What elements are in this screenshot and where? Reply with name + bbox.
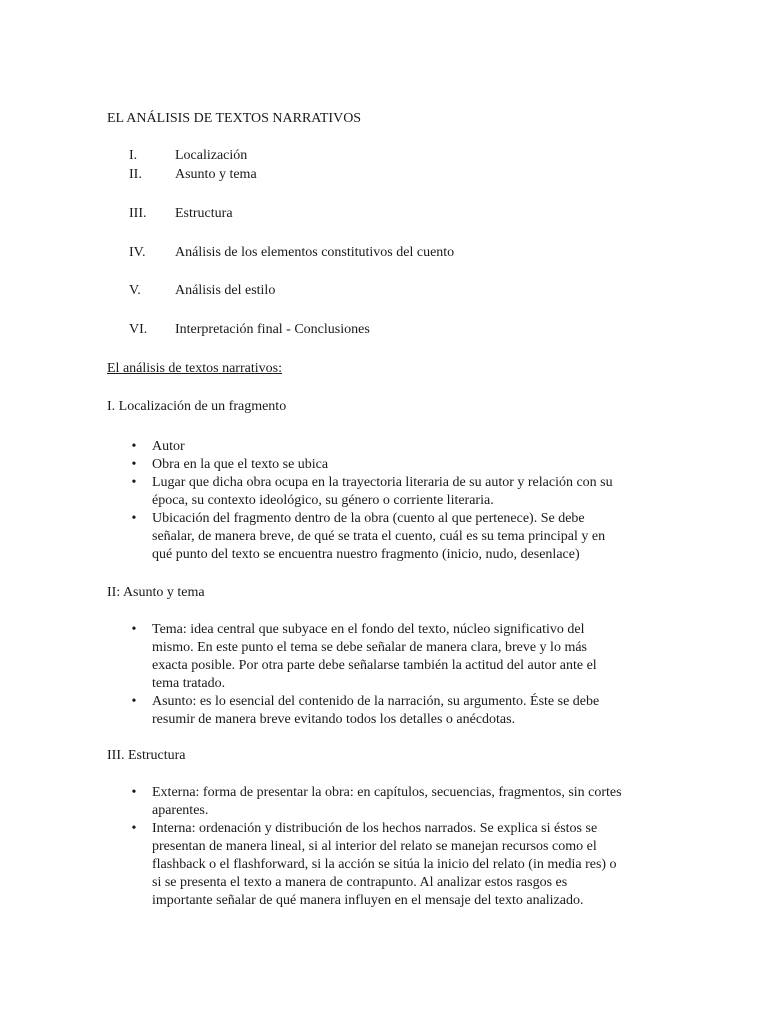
toc-number: V. [129, 283, 141, 298]
toc-number: VI. [129, 322, 148, 337]
item-text-line: resumir de manera breve evitando todos los detalles o anécdotas. [152, 712, 516, 727]
toc-label: Análisis del estilo [175, 283, 276, 298]
item-text-line: qué punto del texto se encuentra nuestro fragmento (inicio, nudo, desenlace) [152, 547, 580, 562]
toc-label: Asunto y tema [175, 167, 257, 182]
document-title: EL ANÁLISIS DE TEXTOS NARRATIVOS [107, 111, 362, 126]
list-item [129, 438, 659, 456]
item-text-line: Asunto: es lo esencial del contenido de la narración, su argumento. Éste se debe [152, 694, 600, 709]
section-heading: II: Asunto y tema [107, 585, 205, 600]
toc-label: Estructura [175, 206, 233, 221]
bullet-icon: • [131, 694, 137, 709]
section-heading: I. Localización de un fragmento [107, 399, 287, 414]
item-text-line: importante señalar de qué manera influyen en el mensaje del texto analizado. [152, 893, 584, 908]
bullet-icon: • [131, 785, 137, 800]
list-item [129, 784, 659, 820]
list-item [129, 474, 659, 510]
item-text-line: Lugar que dicha obra ocupa en la trayectoria literaria de su autor y relación con su [152, 475, 613, 490]
toc-number: II. [129, 167, 142, 182]
bullet-icon: • [131, 511, 137, 526]
item-text-line: Obra en la que el texto se ubica [152, 457, 329, 472]
item-text-line: flashback o el flashforward, si la acción se sitúa la inicio del relato (in media res) o [152, 857, 617, 872]
toc-label: Interpretación final - Conclusiones [175, 322, 370, 337]
list-item [129, 693, 659, 729]
list-item [129, 456, 659, 474]
item-text-line: Ubicación del fragmento dentro de la obra (cuento al que pertenece). Se debe [152, 511, 585, 526]
bullet-icon: • [131, 439, 137, 454]
item-text-line: Tema: idea central que subyace en el fondo del texto, núcleo significativo del [152, 622, 585, 637]
item-text-line: época, su contexto ideológico, su género o corriente literaria. [152, 493, 494, 508]
item-text-line: presentan de manera lineal, si al interior del relato se manejan recursos como el [152, 839, 597, 854]
item-text-line: mismo. En este punto el tema se debe señalar de manera clara, breve y lo más [152, 640, 587, 655]
bullet-icon: • [131, 475, 137, 490]
item-text-line: si se presenta el texto a manera de contrapunto. Al analizar estos rasgos es [152, 875, 568, 890]
bullet-icon: • [131, 457, 137, 472]
toc-number: IV. [129, 245, 146, 260]
item-text-line: tema tratado. [152, 676, 226, 691]
toc-number: III. [129, 206, 147, 221]
toc-number: I. [129, 148, 138, 163]
item-text-line: aparentes. [152, 803, 209, 818]
list-item [129, 621, 659, 693]
bullet-list [129, 621, 659, 729]
item-text-line: señalar, de manera breve, de qué se trata el cuento, cuál es su tema principal y en [152, 529, 606, 544]
bullet-icon: • [131, 821, 137, 836]
bullet-icon: • [131, 622, 137, 637]
item-text-line: exacta posible. Por otra parte debe señalarse también la actitud del autor ante el [152, 658, 597, 673]
list-item [129, 820, 659, 910]
section-heading: III. Estructura [107, 748, 186, 763]
item-text-line: Interna: ordenación y distribución de los hechos narrados. Se explica si éstos se [152, 821, 598, 836]
item-text-line: Autor [152, 439, 185, 454]
toc-label: Localización [175, 148, 248, 163]
list-item [129, 510, 659, 564]
bullet-list [129, 784, 659, 910]
item-text-line: Externa: forma de presentar la obra: en capítulos, secuencias, fragmentos, sin cortes [152, 785, 622, 800]
section-subtitle: El análisis de textos narrativos: [107, 361, 282, 376]
bullet-list [129, 438, 659, 564]
toc-label: Análisis de los elementos constitutivos del cuento [175, 245, 455, 260]
